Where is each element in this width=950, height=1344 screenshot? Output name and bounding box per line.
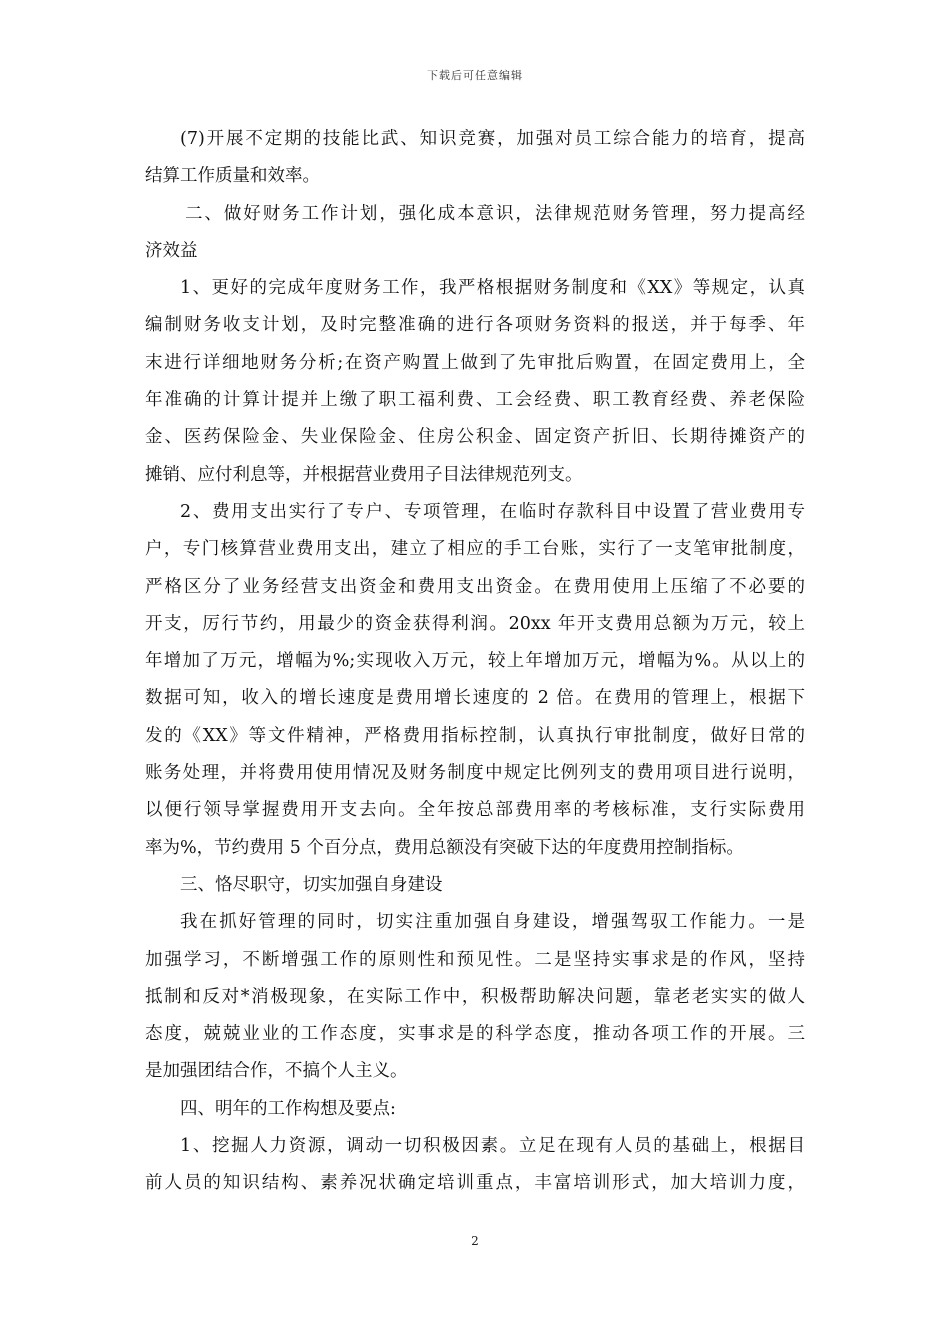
text-line: 发的《XX》等文件精神，严格费用指标控制，认真执行审批制度，做好日常的 — [145, 725, 805, 746]
document-body — [145, 121, 805, 1203]
text-line: 摊销、应付利息等，并根据营业费用子目法律规范列支。 — [145, 464, 583, 485]
text-line: 编制财务收支计划，及时完整准确的进行各项财务资料的报送，并于每季、年 — [145, 315, 805, 336]
text-line: 年准确的计算计提并上缴了职工福利费、工会经费、职工教育经费、养老保险 — [145, 390, 805, 411]
text-line: 我在抓好管理的同时，切实注重加强自身建设，增强驾驭工作能力。一是 — [180, 912, 805, 933]
text-line: 开支，厉行节约，用最少的资金获得利润。20xx 年开支费用总额为万元，较上 — [145, 613, 805, 634]
text-line: (7)开展不定期的技能比武、知识竞赛，加强对员工综合能力的培育，提高 — [180, 129, 805, 149]
text-line: 三、恪尽职守，切实加强自身建设 — [180, 874, 443, 895]
text-line: 以便行领导掌握费用开支去向。全年按总部费用率的考核标准，支行实际费用 — [145, 800, 805, 821]
text-line: 金、医药保险金、失业保险金、住房公积金、固定资产折旧、长期待摊资产的 — [145, 427, 805, 448]
text-line: 率为%，节约费用 5 个百分点，费用总额没有突破下达的年度费用控制指标。 — [145, 837, 744, 858]
text-line: 二、做好财务工作计划，强化成本意识，法律规范财务管理，努力提高经 — [185, 203, 805, 224]
text-line: 末进行详细地财务分析;在资产购置上做到了先审批后购置，在固定费用上，全 — [145, 352, 805, 373]
text-line: 是加强团结合作，不搞个人主义。 — [145, 1061, 408, 1082]
text-line: 前人员的知识结构、素养况状确定培训重点，丰富培训形式，加大培训力度， — [145, 1173, 805, 1194]
text-line: 1、更好的完成年度财务工作，我严格根据财务制度和《XX》等规定，认真 — [180, 278, 805, 299]
text-line: 数据可知，收入的增长速度是费用增长速度的 2 倍。在费用的管理上，根据下 — [145, 688, 805, 709]
text-line: 结算工作质量和效率。 — [145, 166, 320, 187]
page-header: 下载后可任意编辑 — [427, 69, 523, 82]
text-line: 2、费用支出实行了专户、专项管理，在临时存款科目中设置了营业费用专 — [180, 501, 805, 522]
text-line: 年增加了万元，增幅为%;实现收入万元，较上年增加万元，增幅为%。从以上的 — [145, 651, 805, 672]
text-line: 账务处理，并将费用使用情况及财务制度中规定比例列支的费用项目进行说明， — [145, 763, 805, 784]
text-line: 户，专门核算营业费用支出，建立了相应的手工台账，实行了一支笔审批制度， — [145, 539, 805, 560]
page-number: 2 — [471, 1234, 479, 1248]
text-line: 1、挖掘人力资源，调动一切积极因素。立足在现有人员的基础上，根据目 — [180, 1136, 805, 1157]
text-line: 严格区分了业务经营支出资金和费用支出资金。在费用使用上压缩了不必要的 — [145, 576, 805, 597]
text-line: 抵制和反对*消极现象，在实际工作中，积极帮助解决问题，靠老老实实的做人 — [145, 986, 805, 1007]
text-line: 加强学习，不断增强工作的原则性和预见性。二是坚持实事求是的作风，坚持 — [145, 949, 805, 970]
text-line: 态度，兢兢业业的工作态度，实事求是的科学态度，推动各项工作的开展。三 — [145, 1024, 805, 1045]
text-line: 四、明年的工作构想及要点: — [180, 1098, 396, 1119]
text-line: 济效益 — [145, 240, 198, 261]
